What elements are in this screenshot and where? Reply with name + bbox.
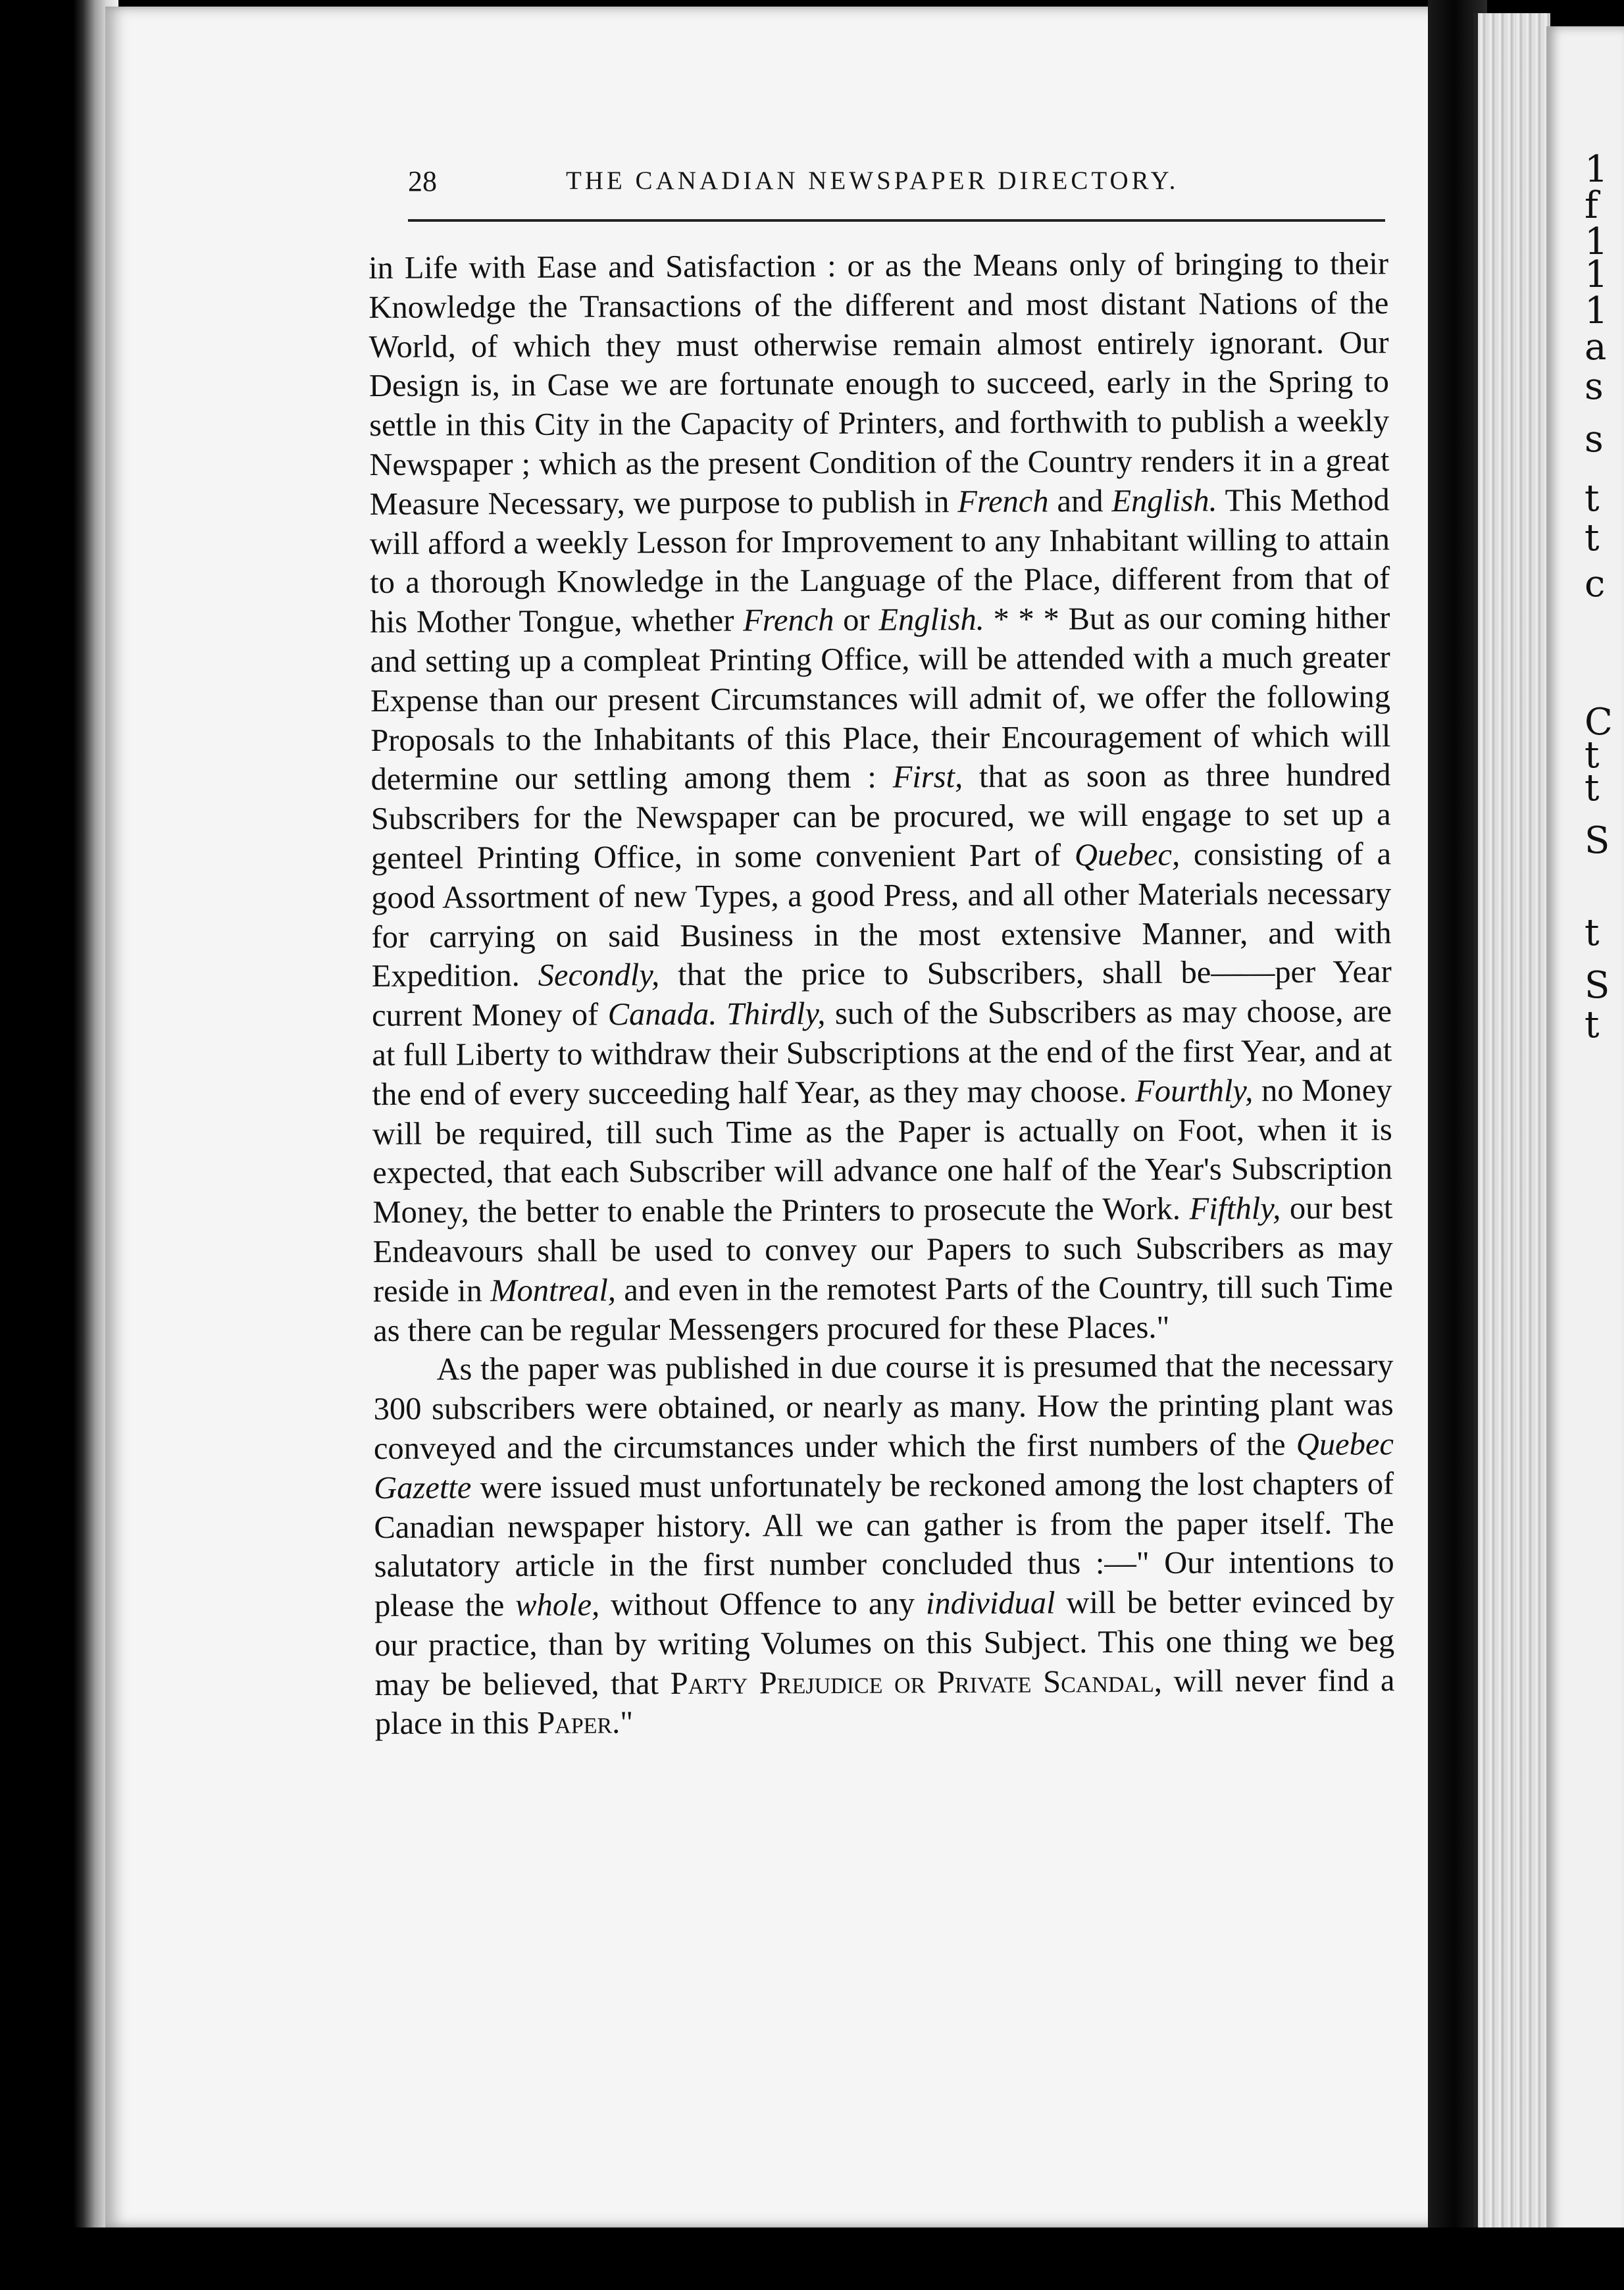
text-run: that as soon as three hundred Subscribers for the Newspaper can be procured, we will engage to set up a genteel Printing Office, in some convenient Part of — [370, 757, 1391, 876]
adjacent-page-fragment: t — [1585, 737, 1600, 774]
text-run: will never find a place in this — [374, 1662, 1395, 1742]
adjacent-page-fragment: C — [1585, 704, 1613, 741]
italic-text: individual — [925, 1585, 1055, 1621]
italic-text: First, — [892, 759, 963, 795]
running-head — [408, 165, 1395, 211]
text-run: were issued must unfortunately be reckoned among the lost chapters of Canadian newspaper history. All we can gather is from the paper itself. The salutatory article in the first number concluded thus :—" Our intentions to please the — [374, 1465, 1394, 1624]
italic-text: English. — [1111, 483, 1217, 519]
header-rule — [408, 219, 1385, 222]
italic-text: Secondly, — [538, 957, 660, 994]
italic-text: English. — [878, 602, 984, 638]
text-run — [717, 997, 726, 1032]
adjacent-page-fragment: s — [1585, 369, 1604, 405]
italic-text: Quebec Gazette — [374, 1427, 1394, 1506]
italic-text: Montreal, — [490, 1273, 617, 1308]
text-run: our best Endeavours shall be used to convey our Papers to such Subscribers as may reside in — [372, 1190, 1393, 1309]
scan-border — [0, 2227, 1624, 2290]
italic-text: Quebec, — [1074, 837, 1180, 873]
text-run: and — [1048, 483, 1112, 519]
small-caps-text: Paper. — [537, 1705, 621, 1741]
text-run: in Life with Ease and Satisfaction : or as the Means only of bringing to their Knowledge the Transactions of the different and most distant Nations of the World, of which they must otherwise remain almost entirely ignorant. Our Design is, in Case we are fortunate enough to succeed, early in the Spring to settle in this City in the Capacity of Printers, and forthwith to publish a weekly Newspaper ; which as the present Condition of the Country renders it in a great Measure Necessary, we purpose to publish in — [368, 246, 1390, 522]
adjacent-page-fragment: 1 — [1585, 151, 1608, 188]
adjacent-page-fragment: a — [1585, 329, 1607, 366]
adjacent-page-fragment: 1 — [1585, 224, 1608, 261]
adjacent-page-fragment: s — [1585, 421, 1604, 458]
adjacent-page-fragment: t — [1585, 915, 1600, 952]
italic-text: Canada. — [607, 996, 717, 1032]
book-left-edge — [0, 0, 118, 2290]
text-run: will be better evinced by our practice, than by writing Volumes on this Subject. This one thing we beg may be believed, that — [374, 1584, 1395, 1702]
running-title: THE CANADIAN NEWSPAPER DIRECTORY. — [566, 166, 1179, 195]
text-run: such of the Subscribers as may choose, are at full Liberty to withdraw their Subscriptions at the end of the first Year, and at the end of every succeeding half Year, as they may choose. — [372, 994, 1392, 1112]
text-run: that the price to Subscribers, shall be——per Year current Money of — [371, 954, 1392, 1034]
italic-text: Fifthly, — [1189, 1191, 1281, 1227]
paragraph — [373, 1346, 1395, 1744]
adjacent-page-fragment: S — [1585, 967, 1610, 1004]
text-run: and even in the remotest Parts of the Country, till such Time as there can be regular Messengers procured for these Places." — [373, 1269, 1394, 1348]
text-run: no Money will be required, till such Time as the Paper is actually on Foot, when it is expected, that each Subscriber will advance one half of the Year's Subscription Money, the better to enable the Printers to prosecute the Work. — [372, 1072, 1393, 1231]
body-text — [368, 244, 1396, 1973]
adjacent-page — [1546, 26, 1624, 2290]
adjacent-page-fragment: t — [1585, 1007, 1600, 1044]
adjacent-page-fragment: t — [1585, 480, 1600, 517]
adjacent-page-fragment: t — [1585, 520, 1600, 557]
text-run: As the paper was published in due course it is presumed that the necessary 300 subscribers were obtained, or nearly as many. How the printing plant was conveyed and the circumstances under which the first numbers of the — [373, 1348, 1394, 1466]
text-run: without Offence to any — [599, 1586, 926, 1623]
adjacent-page-fragment: S — [1585, 823, 1610, 859]
italic-text: Thirdly, — [726, 996, 826, 1032]
italic-text: whole, — [515, 1587, 600, 1623]
italic-text: French — [743, 603, 834, 638]
paragraph — [368, 244, 1393, 1350]
italic-text: Fourthly, — [1135, 1073, 1254, 1109]
adjacent-page-fragment: f — [1585, 188, 1598, 224]
text-run: consisting of a good Assortment of new Types, a good Press, and all other Materials necessary for carrying on said Business in the most extensive Manner, and with Expedition. — [371, 836, 1392, 994]
small-caps-text: Party Prejudice or Private Scandal, — [670, 1664, 1163, 1701]
text-run: * * * But as our coming hither and setting up a compleat Printing Office, will be attended with a much greater Expense than our present Circumstances will admit of, we offer the following Proposals to the Inhabitants of this Place, their Encouragement of which will determine our settling among them : — [370, 600, 1391, 798]
text-run: This Method will afford a weekly Lesson for Improvement to any Inhabitant willing to attain to a thorough Knowledge in the Language of the Place, different from that of his Mother Tongue, whether — [369, 482, 1390, 640]
text-run: or — [834, 602, 879, 638]
page-number: 28 — [408, 165, 437, 197]
adjacent-page-fragment: t — [1585, 770, 1600, 807]
adjacent-page-fragment: c — [1585, 566, 1606, 603]
page-edges — [1474, 13, 1550, 2277]
text-run: " — [620, 1705, 634, 1741]
adjacent-page-fragment: 1 — [1585, 257, 1608, 293]
adjacent-page-fragment: 1 — [1585, 293, 1608, 330]
italic-text: French — [957, 484, 1049, 519]
